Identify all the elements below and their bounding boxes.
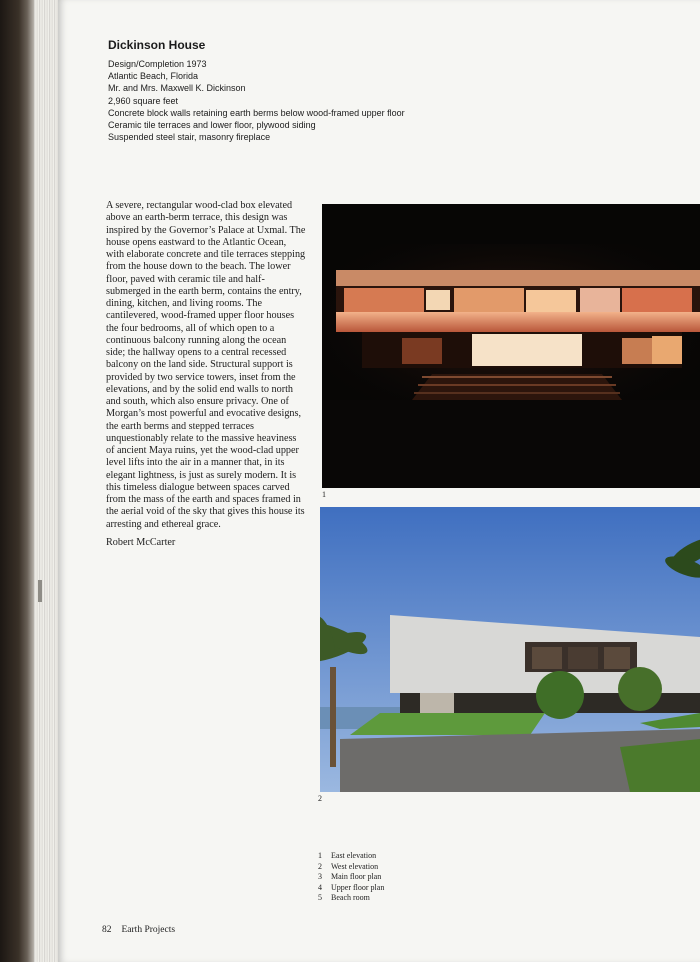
section-name: Earth Projects [121,925,176,935]
night-house-illustration [322,204,700,488]
page-edges [34,0,60,962]
caption-text: Beach room [331,893,370,902]
spec-line: Concrete block walls retaining earth berms below wood-framed upper floor [108,107,405,118]
caption-item: 3 Main floor plan [318,872,382,881]
spec-line: Mr. and Mrs. Maxwell K. Dickinson [108,83,246,94]
caption-item: 2 West elevation [318,861,379,871]
spec-line: Ceramic tile terraces and lower floor, plywood siding [108,120,316,131]
caption-text: Upper floor plan [331,882,385,892]
figure-captions [318,851,384,904]
photo-east-elevation-night [322,204,700,488]
figure-number: 2 [318,794,322,803]
essay-text [106,200,306,549]
spec-line: Design/Completion 1973 [108,59,207,69]
caption-item: 5 Beach room [318,893,370,902]
caption-text: Main floor plan [331,872,382,881]
caption-item: 1 East elevation [318,851,377,860]
page-footer [102,925,175,935]
figure-number: 1 [322,490,326,499]
book-spine-shadow [0,0,34,962]
caption-text: East elevation [331,851,377,860]
caption-item: 4 Upper floor plan [318,882,385,892]
caption-text: West elevation [331,861,379,871]
spec-line: Atlantic Beach, Florida [108,71,199,82]
page-number: 82 [102,925,112,935]
spec-line: Suspended steel stair, masonry fireplace [108,132,271,143]
author-name: Robert McCarter [106,536,176,548]
day-house-illustration [320,507,700,792]
spec-line: 2,960 square feet [108,95,179,106]
project-title: Dickinson House [108,38,206,52]
project-spec-block [108,38,405,143]
essay-paragraph: A severe, rectangular wood-clad box elevated above an earth-berm terrace, this design was inspired by the Governor’s Palace at Uxmal. The house opens eastward to the Atlantic Ocean, with elaborate concrete and tile terraces stepping from the house down to the beach. The lower floor, paved with ceramic tile and half-submerged in the earth berm, contains the entry, dining, kitchen, and living rooms. The cantilevered, wood-framed upper floor houses the four bedrooms, all of which open to a continuous balcony running along the ocean side; the hallway opens to a central recessed balcony on the land side. Structural support is provided by two service towers, inset from the elevations, and by the solid end walls to north and south, which also ensure privacy. One of Morgan’s most powerful and evocative designs, the earth berms and stepped terraces unquestionably relate to the massive heaviness of ancient Maya ruins, yet the wood-clad upper level lifts into the air in a manner that, in its elegant lightness, is just as surely modern. It is this timeless dialogue between spaces carved from the mass of the earth and spaces framed in the aerial void of the sky that gives this house its arresting and ethereal grace. [106,200,306,530]
page-edge-mark [38,580,42,602]
photo-west-elevation-day [320,507,700,792]
